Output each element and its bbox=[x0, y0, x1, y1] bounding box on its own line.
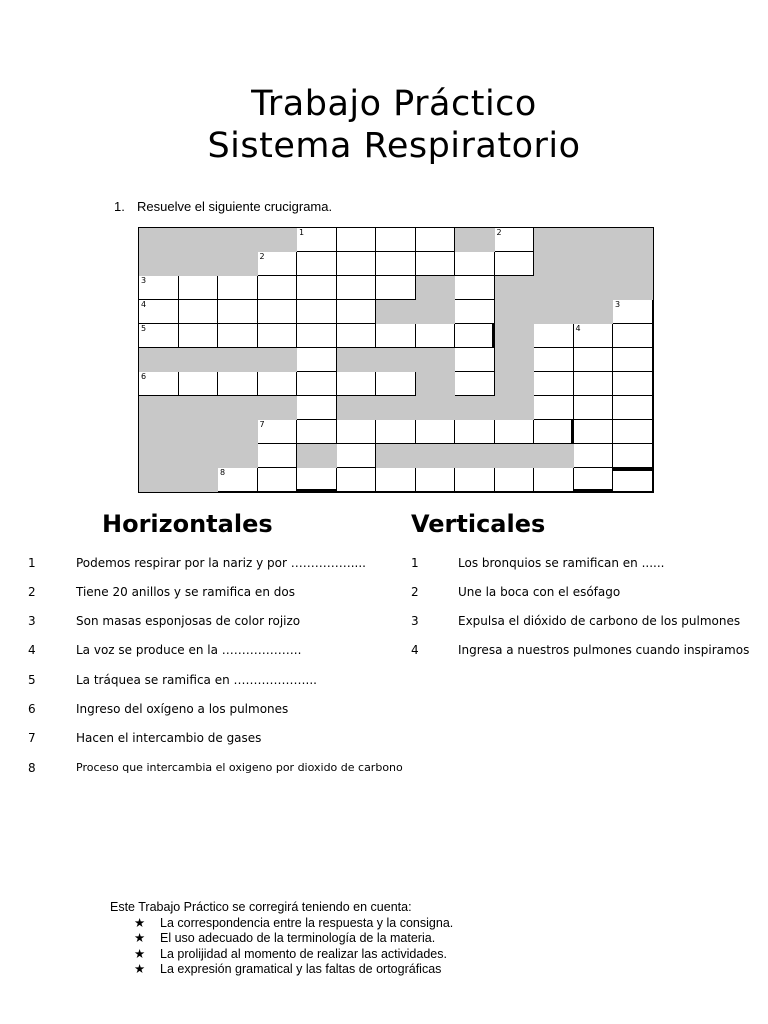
crossword-cell[interactable] bbox=[416, 324, 456, 348]
crossword-block bbox=[179, 468, 219, 492]
crossword-cell[interactable] bbox=[455, 348, 495, 372]
crossword-cell[interactable] bbox=[218, 324, 258, 348]
clue-number: 1 bbox=[411, 556, 419, 570]
clue-text: Los bronquios se ramifican en ...... bbox=[458, 556, 665, 570]
crossword-cell[interactable] bbox=[258, 276, 298, 300]
crossword-cell[interactable] bbox=[376, 420, 416, 444]
crossword-cell[interactable] bbox=[534, 468, 574, 492]
crossword-cell[interactable] bbox=[258, 252, 298, 276]
crossword-cell[interactable] bbox=[455, 324, 495, 348]
crossword-cell[interactable] bbox=[258, 324, 298, 348]
star-icon: ★ bbox=[134, 931, 146, 945]
crossword-block bbox=[416, 396, 456, 420]
crossword-block bbox=[455, 444, 495, 468]
crossword-cell[interactable] bbox=[297, 468, 337, 492]
crossword-block bbox=[534, 300, 574, 324]
crossword-cell[interactable] bbox=[337, 420, 377, 444]
clue-number: 3 bbox=[411, 614, 419, 628]
instruction-text: Resuelve el siguiente crucigrama. bbox=[137, 199, 333, 214]
crossword-block bbox=[376, 396, 416, 420]
star-icon: ★ bbox=[134, 915, 146, 930]
crossword-cell[interactable] bbox=[574, 420, 614, 444]
crossword-block bbox=[139, 468, 179, 492]
crossword-cell[interactable] bbox=[139, 324, 179, 348]
crossword-cell[interactable] bbox=[139, 372, 179, 396]
crossword-block bbox=[218, 420, 258, 444]
crossword-block bbox=[179, 420, 219, 444]
clue-number: 6 bbox=[28, 702, 36, 716]
crossword-cell[interactable] bbox=[416, 468, 456, 492]
crossword-block bbox=[534, 444, 574, 468]
cell-number: 2 bbox=[259, 252, 265, 261]
crossword-block bbox=[218, 252, 258, 276]
crossword-block bbox=[376, 300, 416, 324]
clue-text: Ingresa a nuestros pulmones cuando inspiramos bbox=[458, 643, 750, 657]
crossword-block bbox=[495, 372, 535, 396]
crossword-cell[interactable] bbox=[613, 348, 653, 372]
criteria-item bbox=[134, 916, 453, 932]
clue-text: Expulsa el dióxido de carbono de los pulmones bbox=[458, 614, 741, 628]
crossword-cell[interactable] bbox=[297, 372, 337, 396]
crossword-cell[interactable] bbox=[218, 372, 258, 396]
crossword-cell[interactable] bbox=[297, 324, 337, 348]
crossword-cell[interactable] bbox=[495, 468, 535, 492]
crossword-cell[interactable] bbox=[337, 324, 377, 348]
crossword-block bbox=[179, 444, 219, 468]
crossword-cell[interactable] bbox=[179, 276, 219, 300]
crossword-block bbox=[495, 324, 535, 348]
crossword-cell[interactable] bbox=[297, 396, 337, 420]
crossword-cell[interactable] bbox=[297, 252, 337, 276]
crossword-cell[interactable] bbox=[495, 228, 535, 252]
crossword-cell[interactable] bbox=[218, 468, 258, 492]
clue-number: 4 bbox=[28, 643, 36, 657]
criteria-item bbox=[134, 947, 453, 963]
crossword-cell[interactable] bbox=[337, 228, 377, 252]
crossword-cell[interactable] bbox=[455, 300, 495, 324]
crossword-cell[interactable] bbox=[297, 420, 337, 444]
crossword-cell[interactable] bbox=[376, 324, 416, 348]
crossword-cell[interactable] bbox=[258, 372, 298, 396]
crossword-block bbox=[218, 396, 258, 420]
crossword-block bbox=[337, 396, 377, 420]
horizontales-heading: Horizontales bbox=[102, 510, 273, 538]
crossword-cell[interactable] bbox=[613, 468, 653, 492]
crossword-block bbox=[179, 396, 219, 420]
cell-number: 1 bbox=[299, 228, 305, 237]
crossword-block bbox=[218, 228, 258, 252]
clue-text: La tráquea se ramifica en ………………... bbox=[76, 673, 317, 687]
cell-number: 3 bbox=[615, 300, 621, 309]
clue-text: Son masas esponjosas de color rojizo bbox=[76, 614, 301, 628]
crossword-cell[interactable] bbox=[613, 444, 653, 468]
clue-text: Proceso que intercambia el oxigeno por dioxido de carbono bbox=[76, 761, 403, 774]
criteria-item bbox=[134, 931, 453, 947]
crossword-block bbox=[139, 396, 179, 420]
criteria-item bbox=[134, 962, 453, 978]
crossword-block bbox=[258, 228, 298, 252]
crossword-cell[interactable] bbox=[258, 300, 298, 324]
criteria-list bbox=[110, 916, 453, 978]
grading-criteria bbox=[110, 900, 453, 978]
crossword-block bbox=[258, 396, 298, 420]
crossword-cell[interactable] bbox=[613, 420, 653, 444]
crossword-block bbox=[574, 252, 614, 276]
cell-number: 4 bbox=[141, 300, 147, 309]
verticales-heading: Verticales bbox=[411, 510, 546, 538]
crossword-block bbox=[376, 348, 416, 372]
crossword-cell[interactable] bbox=[613, 324, 653, 348]
clue-number: 3 bbox=[28, 614, 36, 628]
crossword-cell[interactable] bbox=[337, 372, 377, 396]
clue-number: 2 bbox=[411, 585, 419, 599]
crossword-block bbox=[179, 228, 219, 252]
crossword-cell[interactable] bbox=[574, 324, 614, 348]
crossword-block bbox=[179, 252, 219, 276]
title-line-1: Trabajo Práctico bbox=[251, 84, 537, 124]
clue-text: Ingreso del oxígeno a los pulmones bbox=[76, 702, 289, 716]
crossword-cell[interactable] bbox=[534, 324, 574, 348]
cell-number: 2 bbox=[496, 228, 502, 237]
crossword-cell[interactable] bbox=[574, 444, 614, 468]
instruction-number: 1. bbox=[114, 199, 125, 214]
clue-number: 4 bbox=[411, 643, 419, 657]
crossword-cell[interactable] bbox=[337, 252, 377, 276]
crossword-block bbox=[416, 348, 456, 372]
crossword-cell[interactable] bbox=[534, 348, 574, 372]
crossword-block bbox=[218, 444, 258, 468]
crossword-block bbox=[258, 348, 298, 372]
crossword-cell[interactable] bbox=[258, 444, 298, 468]
clue-text: Une la boca con el esófago bbox=[458, 585, 621, 599]
crossword-cell[interactable] bbox=[613, 300, 653, 324]
crossword-cell[interactable] bbox=[258, 468, 298, 492]
crossword-block bbox=[139, 420, 179, 444]
crossword-block bbox=[495, 396, 535, 420]
criteria-text: La prolijidad al momento de realizar las actividades. bbox=[160, 946, 447, 961]
crossword-block bbox=[574, 276, 614, 300]
crossword-cell[interactable] bbox=[297, 300, 337, 324]
crossword-block bbox=[495, 276, 535, 300]
clue-text: La voz se produce en la ……………….. bbox=[76, 643, 302, 657]
crossword-cell[interactable] bbox=[258, 420, 298, 444]
crossword-cell[interactable] bbox=[337, 444, 377, 468]
crossword-cell[interactable] bbox=[337, 468, 377, 492]
crossword-cell[interactable] bbox=[534, 396, 574, 420]
crossword-block bbox=[534, 228, 574, 252]
crossword-cell[interactable] bbox=[376, 228, 416, 252]
crossword-block bbox=[416, 444, 456, 468]
crossword-cell[interactable] bbox=[218, 300, 258, 324]
crossword-cell[interactable] bbox=[416, 252, 456, 276]
crossword-cell[interactable] bbox=[455, 252, 495, 276]
criteria-text: La expresión gramatical y las faltas de ortográficas bbox=[160, 962, 442, 976]
instruction bbox=[114, 199, 332, 214]
crossword-cell[interactable] bbox=[297, 348, 337, 372]
crossword-cell[interactable] bbox=[376, 372, 416, 396]
crossword-block bbox=[139, 444, 179, 468]
title-line-2: Sistema Respiratorio bbox=[207, 126, 581, 166]
crossword-block bbox=[574, 228, 614, 252]
crossword-block bbox=[613, 228, 653, 252]
crossword-cell[interactable] bbox=[376, 276, 416, 300]
crossword-block bbox=[574, 300, 614, 324]
crossword-cell[interactable] bbox=[376, 252, 416, 276]
clue-number: 7 bbox=[28, 731, 36, 745]
crossword-cell[interactable] bbox=[179, 372, 219, 396]
crossword-cell[interactable] bbox=[139, 276, 179, 300]
crossword-cell[interactable] bbox=[179, 300, 219, 324]
crossword-cell[interactable] bbox=[574, 372, 614, 396]
star-icon: ★ bbox=[134, 962, 146, 976]
crossword-block bbox=[495, 444, 535, 468]
crossword-cell[interactable] bbox=[534, 420, 574, 444]
crossword-grid bbox=[138, 227, 654, 493]
crossword-cell[interactable] bbox=[574, 348, 614, 372]
crossword-block bbox=[139, 228, 179, 252]
crossword-cell[interactable] bbox=[613, 396, 653, 420]
clue-number: 2 bbox=[28, 585, 36, 599]
crossword-cell[interactable] bbox=[179, 324, 219, 348]
crossword-cell[interactable] bbox=[455, 276, 495, 300]
cell-number: 4 bbox=[575, 324, 581, 333]
crossword-block bbox=[455, 228, 495, 252]
crossword-cell[interactable] bbox=[574, 396, 614, 420]
crossword-block bbox=[613, 276, 653, 300]
crossword-block bbox=[179, 348, 219, 372]
crossword-cell[interactable] bbox=[534, 372, 574, 396]
crossword-cell[interactable] bbox=[139, 300, 179, 324]
clue-text: Tiene 20 anillos y se ramifica en dos bbox=[76, 585, 295, 599]
clue-text: Podemos respirar por la nariz y por …………….... bbox=[76, 556, 366, 570]
crossword-cell[interactable] bbox=[297, 228, 337, 252]
crossword-block bbox=[495, 348, 535, 372]
crossword-block bbox=[337, 348, 377, 372]
cell-number: 7 bbox=[259, 420, 265, 429]
star-icon: ★ bbox=[134, 946, 146, 961]
crossword-cell[interactable] bbox=[495, 252, 535, 276]
crossword-cell[interactable] bbox=[337, 276, 377, 300]
crossword-cell[interactable] bbox=[416, 420, 456, 444]
cell-number: 5 bbox=[141, 324, 147, 333]
crossword-block bbox=[376, 444, 416, 468]
criteria-text: La correspondencia entre la respuesta y la consigna. bbox=[160, 915, 454, 930]
clue-number: 8 bbox=[28, 761, 36, 775]
crossword-cell[interactable] bbox=[455, 468, 495, 492]
criteria-text: El uso adecuado de la terminología de la materia. bbox=[160, 931, 436, 945]
crossword-cell[interactable] bbox=[495, 420, 535, 444]
cell-number: 6 bbox=[141, 372, 147, 381]
crossword-block bbox=[495, 300, 535, 324]
crossword-block bbox=[455, 396, 495, 420]
clue-number: 1 bbox=[28, 556, 36, 570]
grading-intro: Este Trabajo Práctico se corregirá teniendo en cuenta: bbox=[110, 900, 412, 914]
crossword-cell[interactable] bbox=[455, 420, 495, 444]
crossword-cell[interactable] bbox=[376, 468, 416, 492]
crossword-block bbox=[534, 276, 574, 300]
crossword-block bbox=[297, 444, 337, 468]
crossword-block bbox=[218, 348, 258, 372]
crossword-block bbox=[534, 252, 574, 276]
crossword-cell[interactable] bbox=[455, 372, 495, 396]
crossword-block bbox=[416, 372, 456, 396]
crossword-block bbox=[613, 252, 653, 276]
cell-number: 3 bbox=[141, 276, 147, 285]
crossword-cell[interactable] bbox=[218, 276, 258, 300]
crossword-cell[interactable] bbox=[613, 372, 653, 396]
crossword-block bbox=[139, 252, 179, 276]
crossword-block bbox=[416, 300, 456, 324]
crossword-block bbox=[139, 348, 179, 372]
crossword-cell[interactable] bbox=[297, 276, 337, 300]
crossword-block bbox=[416, 276, 456, 300]
crossword-cell[interactable] bbox=[574, 468, 614, 492]
crossword-cell[interactable] bbox=[416, 228, 456, 252]
crossword-cell[interactable] bbox=[337, 300, 377, 324]
cell-number: 8 bbox=[220, 468, 226, 477]
clue-number: 5 bbox=[28, 673, 36, 687]
clue-text: Hacen el intercambio de gases bbox=[76, 731, 262, 745]
